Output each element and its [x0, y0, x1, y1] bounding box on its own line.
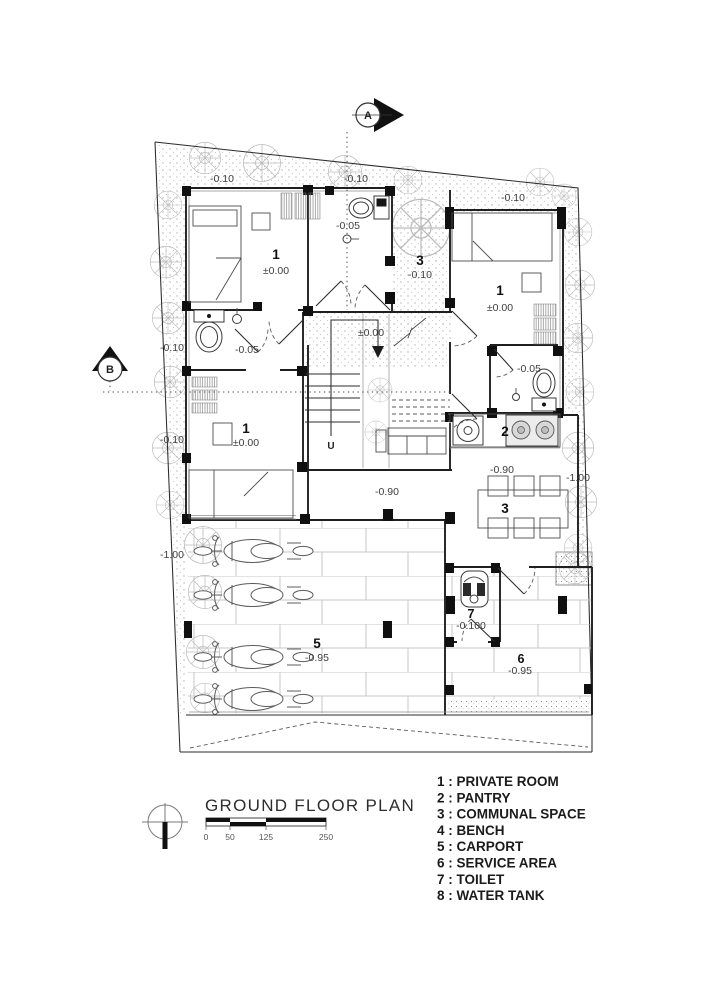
level-label: -0.10	[501, 192, 525, 204]
section-label-b: B	[106, 364, 114, 376]
sink	[233, 315, 242, 324]
tree-icon	[563, 323, 593, 353]
level-label: -0.10	[210, 173, 234, 185]
level-label: -0.10	[344, 173, 368, 185]
tree-icon	[154, 366, 185, 397]
sink	[513, 394, 520, 401]
door-swing	[355, 285, 390, 310]
drawing-title: GROUND FLOOR PLAN	[205, 796, 416, 815]
section-marker-a	[352, 98, 404, 132]
scale-tick: 125	[258, 832, 274, 842]
room-number: 6	[517, 652, 525, 666]
section-label-a: A	[364, 110, 372, 122]
level-label: ±0.00	[357, 327, 385, 339]
scale-bar	[204, 818, 334, 842]
door-swing	[452, 311, 477, 346]
section-line-b	[103, 381, 452, 392]
level-label: -0.95	[508, 665, 532, 677]
level-label: -0.90	[375, 486, 399, 498]
desk	[522, 273, 541, 292]
stair-above-dashed	[392, 400, 450, 421]
legend-item: 5 : CARPORT	[437, 839, 524, 855]
room-number: 3	[416, 253, 424, 268]
room-number: 1	[242, 421, 250, 436]
door-swing	[316, 281, 351, 306]
legend-item: 8 : WATER TANK	[437, 888, 545, 904]
tree-icon	[244, 145, 281, 182]
level-label: ±0.00	[486, 302, 514, 314]
level-label: -0.05	[336, 220, 360, 232]
level-label: -0.10	[408, 269, 432, 281]
desk	[252, 213, 270, 230]
toilet-fixture	[513, 369, 557, 411]
level-label: ±0.00	[262, 265, 290, 277]
level-label: -0.05	[517, 363, 541, 375]
level-label: -0.95	[305, 652, 329, 664]
shelf-unit	[534, 304, 556, 344]
legend	[437, 774, 586, 903]
level-label: -0.90	[490, 464, 514, 476]
desk	[213, 423, 232, 445]
ramp-slope-line	[190, 722, 588, 748]
bed-top-right	[452, 213, 552, 261]
legend-item: 3 : COMMUNAL SPACE	[437, 806, 586, 822]
tree-icon	[392, 199, 449, 256]
shelf-unit	[281, 193, 320, 219]
level-label: -1.00	[160, 549, 184, 561]
room-number: 5	[313, 636, 321, 651]
level-label: -0.10	[160, 434, 184, 446]
room-number: 7	[467, 607, 475, 621]
room-number: 1	[496, 283, 504, 298]
tree-icon	[526, 168, 554, 196]
bed-left	[189, 470, 293, 518]
level-label: -0.100	[456, 620, 486, 632]
communal-table	[478, 476, 568, 538]
door-swing	[269, 320, 303, 344]
shelf-unit	[192, 377, 217, 413]
room-number: 3	[501, 501, 509, 516]
tree-icon	[152, 302, 183, 333]
level-label: -0.05	[235, 344, 259, 356]
legend-item: 4 : BENCH	[437, 822, 505, 838]
bed-top-left	[189, 206, 241, 302]
stair-up-label: U	[327, 441, 335, 452]
scale-tick: 50	[225, 832, 235, 842]
legend-item: 1 : PRIVATE ROOM	[437, 774, 559, 789]
tree-icon	[564, 218, 592, 246]
legend-item: 2 : PANTRY	[437, 790, 511, 806]
section-marker-b	[92, 346, 128, 381]
tree-icon	[150, 246, 181, 277]
toilet-fixture	[461, 571, 488, 607]
legend-item: 6 : SERVICE AREA	[437, 855, 558, 871]
north-symbol	[142, 803, 188, 849]
room-number: 2	[501, 424, 509, 439]
legend-item: 7 : TOILET	[437, 871, 505, 887]
room-number: 1	[272, 247, 280, 262]
tree-icon	[566, 378, 594, 406]
scale-tick: 250	[318, 832, 334, 842]
tree-icon	[565, 486, 596, 517]
tree-icon	[368, 378, 392, 402]
level-label: ±0.00	[232, 437, 260, 449]
scale-tick: 0	[203, 832, 209, 842]
stair-treads	[305, 374, 360, 422]
level-label: -1.00	[566, 472, 590, 484]
level-label: -0.10	[160, 342, 184, 354]
